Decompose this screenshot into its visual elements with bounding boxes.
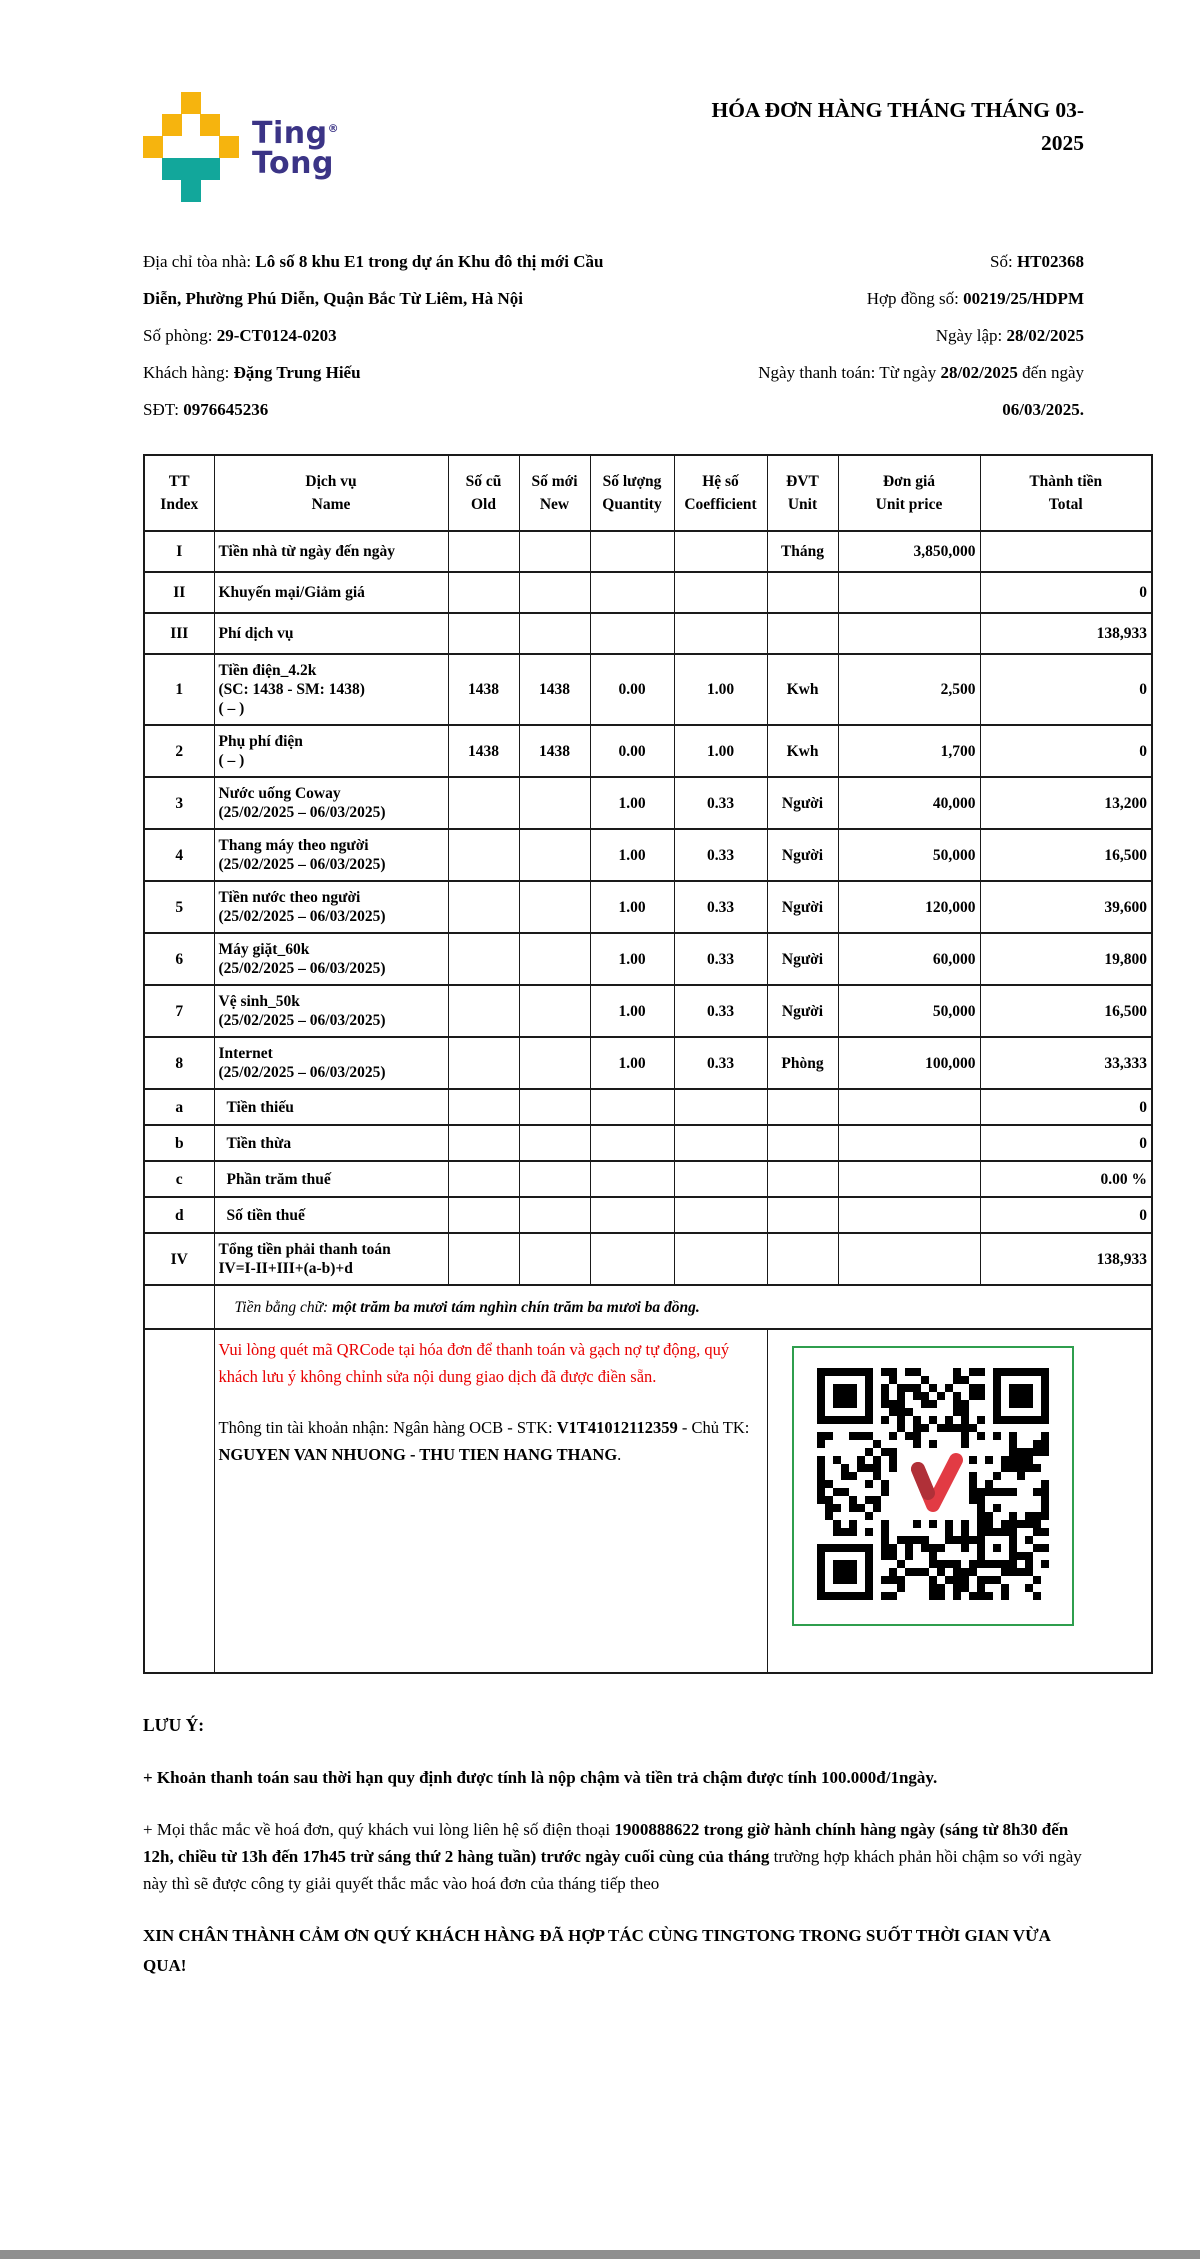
cell-name: Vệ sinh_50k (25/02/2025 – 06/03/2025) [214, 985, 448, 1037]
cell-unit: Người [767, 777, 838, 829]
bank-account-info: Thông tin tài khoản nhận: Ngân hàng OCB - STK: V1T41012112359 - Chủ TK: NGUYEN VAN NHUONG - THU TIEN HANG THANG. [218, 1418, 750, 1464]
hotline-note: + Mọi thắc mắc về hoá đơn, quý khách vui lòng liên hệ số điện thoại 1900888622 trong giờ hành chính hàng ngày (sáng từ 8h30 đến 12h, chiều từ 13h đến 17h45 trừ sáng thứ 2 hàng tuần) trước ngày cuối cùng của tháng trường hợp khách phản hồi chậm so với ngày này thì sẽ được công ty giải quyết thắc mắc vào hoá đơn của tháng tiếp theo [143, 1820, 1082, 1893]
cell-unit [767, 1161, 838, 1197]
cell-coef: 0.33 [674, 933, 767, 985]
cell-name: Tổng tiền phải thanh toán IV=I-II+III+(a-b)+d [214, 1233, 448, 1285]
cell-old [448, 1125, 519, 1161]
cell-index: 3 [144, 777, 214, 829]
cell-unit: Người [767, 933, 838, 985]
cell-index: c [144, 1161, 214, 1197]
cell-unit: Tháng [767, 531, 838, 572]
cell-index: d [144, 1197, 214, 1233]
cell-new [519, 572, 590, 613]
column-header: ĐVT Unit [767, 455, 838, 531]
cell-new [519, 1089, 590, 1125]
cell-new: 1438 [519, 654, 590, 725]
column-header: Số mới New [519, 455, 590, 531]
cell-total: 0 [980, 1125, 1152, 1161]
cell-total: 39,600 [980, 881, 1152, 933]
cell-unit: Kwh [767, 725, 838, 777]
table-row [144, 1161, 1152, 1197]
cell-old [448, 985, 519, 1037]
table-row [144, 572, 1152, 613]
cell-price [838, 572, 980, 613]
header [143, 92, 1150, 199]
cell-name: Tiền nước theo người (25/02/2025 – 06/03/2025) [214, 881, 448, 933]
table-row [144, 1233, 1152, 1285]
cell-price: 120,000 [838, 881, 980, 933]
cell-new [519, 829, 590, 881]
cell-coef [674, 572, 767, 613]
customer-info [143, 243, 707, 428]
cell-qty: 0.00 [590, 654, 674, 725]
cell-qty [590, 572, 674, 613]
building-address-line-1: Địa chỉ tòa nhà: Lô số 8 khu E1 trong dự án Khu đô thị mới Cầu [143, 252, 604, 271]
cell-price: 40,000 [838, 777, 980, 829]
cell-qty: 0.00 [590, 725, 674, 777]
cell-qty [590, 1197, 674, 1233]
late-payment-note: + Khoản thanh toán sau thời hạn quy định được tính là nộp chậm và tiền trả chậm được tính 100.000đ/1ngày. [143, 1768, 938, 1787]
table-row [144, 654, 1152, 725]
cell-new [519, 1233, 590, 1285]
table-row [144, 1125, 1152, 1161]
cell-price [838, 1125, 980, 1161]
cell-old: 1438 [448, 725, 519, 777]
brand-pixel-icon [143, 92, 238, 199]
cell-unit: Kwh [767, 654, 838, 725]
cell-name: Máy giặt_60k (25/02/2025 – 06/03/2025) [214, 933, 448, 985]
cell-qty: 1.00 [590, 881, 674, 933]
cell-coef: 0.33 [674, 829, 767, 881]
cell-old [448, 613, 519, 654]
cell-qty: 1.00 [590, 985, 674, 1037]
cell-new [519, 933, 590, 985]
cell-total: 19,800 [980, 933, 1152, 985]
cell-qty: 1.00 [590, 1037, 674, 1089]
room-number-line: Số phòng: 29-CT0124-0203 [143, 326, 337, 345]
cell-new [519, 1197, 590, 1233]
cell-name: Phí dịch vụ [214, 613, 448, 654]
cell-coef: 1.00 [674, 725, 767, 777]
cell-price: 50,000 [838, 985, 980, 1037]
cell-index: 5 [144, 881, 214, 933]
cell-index: 1 [144, 654, 214, 725]
cell-index: a [144, 1089, 214, 1125]
cell-qty [590, 1161, 674, 1197]
table-row [144, 1037, 1152, 1089]
cell-old: 1438 [448, 654, 519, 725]
cell-qty: 1.00 [590, 829, 674, 881]
cell-coef [674, 1197, 767, 1233]
cell-index: III [144, 613, 214, 654]
cell-total: 0.00 % [980, 1161, 1152, 1197]
cell-old [448, 1161, 519, 1197]
building-address-line-2: Diễn, Phường Phú Diễn, Quận Bắc Từ Liêm, Hà Nội [143, 289, 523, 308]
cell-new [519, 881, 590, 933]
table-row [144, 777, 1152, 829]
cell-name: Nước uống Coway (25/02/2025 – 06/03/2025) [214, 777, 448, 829]
cell-coef [674, 613, 767, 654]
payment-date-line: Ngày thanh toán: Từ ngày 28/02/2025 đến ngày 06/03/2025. [758, 363, 1084, 419]
cell-price [838, 1197, 980, 1233]
cell-total: 0 [980, 572, 1152, 613]
cell-price [838, 1161, 980, 1197]
cell-coef [674, 531, 767, 572]
qr-instruction-note: Vui lòng quét mã QRCode tại hóa đơn để thanh toán và gạch nợ tự động, quý khách lưu ý không chỉnh sửa nội dung giao dịch đã được điền sẵn. [218, 1340, 730, 1386]
brand-wordmark: Ting® Tong [252, 116, 340, 181]
cell-new [519, 613, 590, 654]
amount-in-words-row [144, 1285, 1152, 1329]
cell-total: 13,200 [980, 777, 1152, 829]
cell-qty [590, 531, 674, 572]
cell-price [838, 1089, 980, 1125]
table-row [144, 531, 1152, 572]
cell-total: 138,933 [980, 613, 1152, 654]
cell-price [838, 613, 980, 654]
cell-old [448, 777, 519, 829]
cell-name: Khuyến mại/Giảm giá [214, 572, 448, 613]
services-table [143, 454, 1153, 1674]
payment-instructions-cell [214, 1329, 767, 1673]
cell-coef: 0.33 [674, 881, 767, 933]
cell-total: 0 [980, 654, 1152, 725]
cell-unit: Người [767, 881, 838, 933]
cell-coef: 0.33 [674, 1037, 767, 1089]
cell-total: 16,500 [980, 829, 1152, 881]
cell-unit: Người [767, 985, 838, 1037]
cell-old [448, 572, 519, 613]
qr-code-cell [767, 1329, 1152, 1673]
cell-coef: 0.33 [674, 985, 767, 1037]
qr-frame [792, 1346, 1074, 1626]
cell-index: II [144, 572, 214, 613]
table-row [144, 613, 1152, 654]
cell-old [448, 933, 519, 985]
invoice-info [143, 243, 1150, 428]
cell-new [519, 531, 590, 572]
cell-index: 4 [144, 829, 214, 881]
cell-qty [590, 613, 674, 654]
cell-index: I [144, 531, 214, 572]
amount-in-words: Tiền bằng chữ: một trăm ba mươi tám nghìn chín trăm ba mươi ba đồng. [214, 1285, 1152, 1329]
cell-coef [674, 1089, 767, 1125]
cell-name: Tiền nhà từ ngày đến ngày [214, 531, 448, 572]
contract-number-line: Hợp đồng số: 00219/25/HDPM [866, 289, 1084, 308]
cell-qty [590, 1125, 674, 1161]
cell-unit [767, 613, 838, 654]
table-row [144, 933, 1152, 985]
table-row [144, 881, 1152, 933]
cell-old [448, 1037, 519, 1089]
cell-old [448, 531, 519, 572]
table-row [144, 829, 1152, 881]
cell-index [144, 1329, 214, 1673]
cell-price: 50,000 [838, 829, 980, 881]
column-header: Số cũ Old [448, 455, 519, 531]
table-row [144, 1197, 1152, 1233]
cell-old [448, 1233, 519, 1285]
cell-total: 33,333 [980, 1037, 1152, 1089]
cell-index: IV [144, 1233, 214, 1285]
cell-unit [767, 572, 838, 613]
cell-qty [590, 1089, 674, 1125]
cell-name: Internet (25/02/2025 – 06/03/2025) [214, 1037, 448, 1089]
customer-name-line: Khách hàng: Đặng Trung Hiếu [143, 363, 361, 382]
cell-total: 0 [980, 1197, 1152, 1233]
cell-name: Phụ phí điện ( – ) [214, 725, 448, 777]
cell-price: 1,700 [838, 725, 980, 777]
cell-old [448, 1089, 519, 1125]
cell-new [519, 777, 590, 829]
table-row [144, 725, 1152, 777]
payment-row [144, 1329, 1152, 1673]
cell-price [838, 1233, 980, 1285]
cell-name: Thang máy theo người (25/02/2025 – 06/03/2025) [214, 829, 448, 881]
cell-name: Tiền thừa [214, 1125, 448, 1161]
page-title: HÓA ĐƠN HÀNG THÁNG THÁNG 03- 2025 [711, 98, 1084, 155]
thanks-note: XIN CHÂN THÀNH CẢM ƠN QUÝ KHÁCH HÀNG ĐÃ HỢP TÁC CÙNG TINGTONG TRONG SUỐT THỜI GIAN VỪA QUA! [143, 1926, 1050, 1975]
cell-unit [767, 1125, 838, 1161]
cell-index: 2 [144, 725, 214, 777]
cell-index [144, 1285, 214, 1329]
cell-name: Số tiền thuế [214, 1197, 448, 1233]
cell-total: 138,933 [980, 1233, 1152, 1285]
cell-qty: 1.00 [590, 777, 674, 829]
column-header: Số lượng Quantity [590, 455, 674, 531]
cell-coef [674, 1233, 767, 1285]
brand-logo [143, 92, 339, 199]
cell-name: Tiền thiếu [214, 1089, 448, 1125]
cell-total: 16,500 [980, 985, 1152, 1037]
cell-unit: Phòng [767, 1037, 838, 1089]
column-header: Hệ số Coefficient [674, 455, 767, 531]
cell-unit: Người [767, 829, 838, 881]
cell-new: 1438 [519, 725, 590, 777]
cell-price: 60,000 [838, 933, 980, 985]
cell-qty: 1.00 [590, 933, 674, 985]
cell-qty [590, 1233, 674, 1285]
column-header: Đơn giá Unit price [838, 455, 980, 531]
cell-name: Phần trăm thuế [214, 1161, 448, 1197]
column-header: Dịch vụ Name [214, 455, 448, 531]
page-bottom-edge [0, 2250, 1200, 2259]
qr-code [817, 1368, 1049, 1605]
cell-unit [767, 1197, 838, 1233]
cell-new [519, 1037, 590, 1089]
invoice-number-line: Số: HT02368 [990, 252, 1084, 271]
column-header: Thành tiền Total [980, 455, 1152, 531]
table-header-row [144, 455, 1152, 531]
phone-line: SĐT: 0976645236 [143, 400, 269, 419]
footer-note-heading: LƯU Ý: [143, 1715, 205, 1735]
table-row [144, 1089, 1152, 1125]
cell-new [519, 985, 590, 1037]
cell-unit [767, 1233, 838, 1285]
table-row [144, 985, 1152, 1037]
cell-name: Tiền điện_4.2k (SC: 1438 - SM: 1438) ( – ) [214, 654, 448, 725]
cell-total: 0 [980, 725, 1152, 777]
cell-index: 7 [144, 985, 214, 1037]
cell-index: 8 [144, 1037, 214, 1089]
cell-new [519, 1161, 590, 1197]
cell-index: b [144, 1125, 214, 1161]
issue-date-line: Ngày lập: 28/02/2025 [935, 326, 1084, 345]
cell-new [519, 1125, 590, 1161]
cell-price: 2,500 [838, 654, 980, 725]
footer-notes [143, 1712, 1150, 1981]
column-header: TT Index [144, 455, 214, 531]
cell-index: 6 [144, 933, 214, 985]
cell-coef [674, 1125, 767, 1161]
cell-total: 0 [980, 1089, 1152, 1125]
cell-old [448, 881, 519, 933]
cell-old [448, 1197, 519, 1233]
cell-unit [767, 1089, 838, 1125]
cell-coef [674, 1161, 767, 1197]
cell-price: 100,000 [838, 1037, 980, 1089]
cell-coef: 1.00 [674, 654, 767, 725]
cell-price: 3,850,000 [838, 531, 980, 572]
cell-old [448, 829, 519, 881]
cell-total [980, 531, 1152, 572]
cell-coef: 0.33 [674, 777, 767, 829]
invoice-meta [707, 243, 1150, 428]
